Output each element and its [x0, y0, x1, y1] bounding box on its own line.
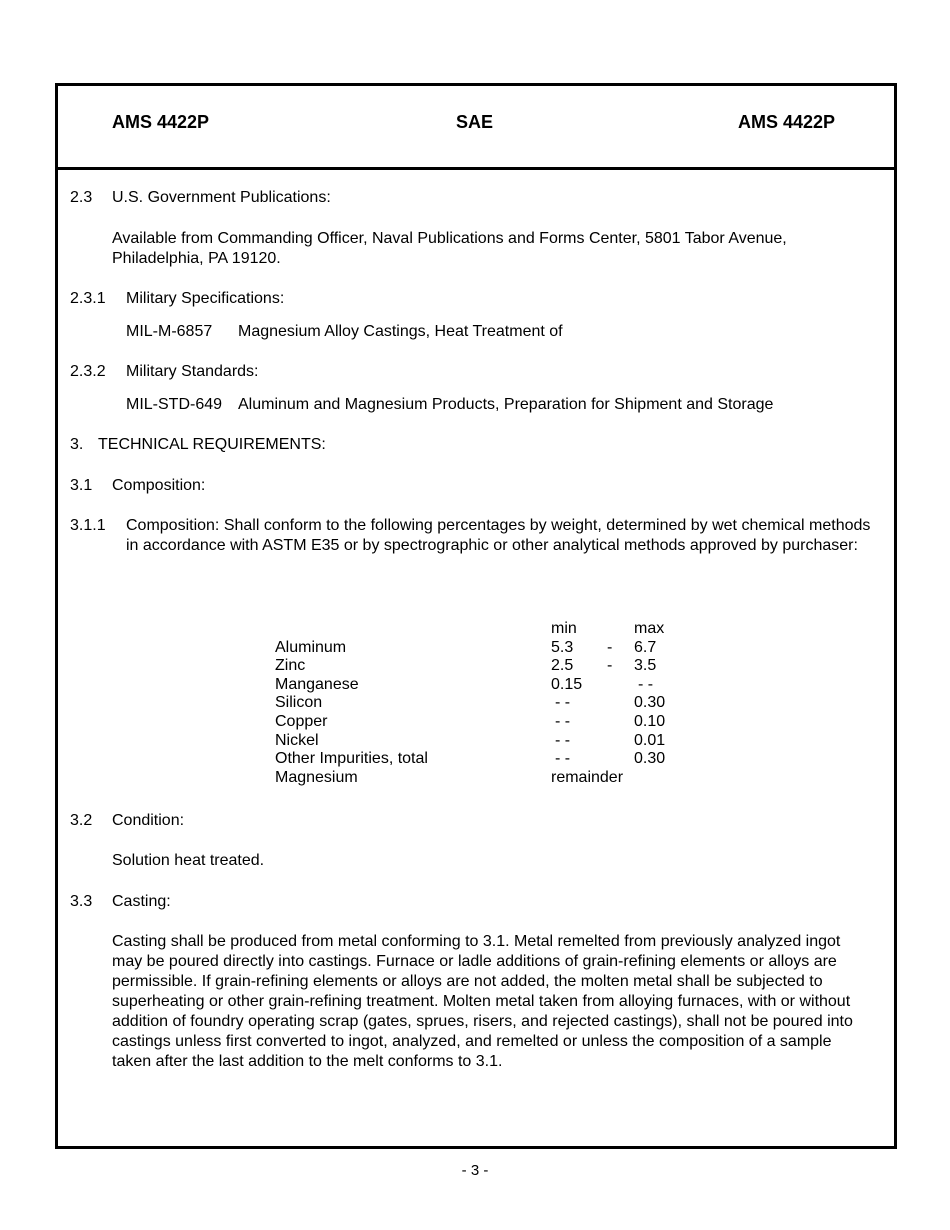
min-value: 2.5	[551, 657, 574, 675]
section-title: Casting:	[112, 893, 171, 910]
max-value: 3.5	[634, 657, 657, 675]
section-body: Available from Commanding Officer, Naval Publications and Forms Center, 5801 Tabor Avenue, Philadelphia, PA 19120.	[112, 230, 787, 267]
table-header-row	[275, 620, 688, 639]
table-row	[275, 750, 688, 769]
spec-reference-title: Magnesium Alloy Castings, Heat Treatment of	[238, 323, 563, 340]
header-org: SAE	[456, 112, 494, 132]
section-title: Military Standards:	[126, 363, 259, 380]
column-header-min: min	[551, 620, 577, 637]
page-number: - 3 -	[461, 1162, 489, 1179]
section-title: Military Specifications:	[126, 290, 285, 307]
element-name: Magnesium	[275, 768, 358, 786]
range-separator	[607, 713, 634, 732]
range-separator: -	[607, 657, 613, 675]
element-name: Other Impurities, total	[275, 750, 428, 768]
max-value: 0.30	[634, 694, 666, 712]
section-title: U.S. Government Publications:	[112, 189, 331, 206]
header-doc-id-left: AMS 4422P	[112, 112, 210, 132]
section-title: TECHNICAL REQUIREMENTS:	[98, 436, 326, 453]
table-row	[275, 639, 688, 658]
range-separator: -	[607, 638, 613, 656]
min-value: remainder	[551, 768, 624, 786]
section-number: 2.3.1	[70, 290, 106, 307]
section-number: 3.3	[70, 893, 93, 910]
max-value: 0.01	[634, 731, 666, 749]
table-row	[275, 694, 688, 713]
standard-reference-id: MIL-STD-649	[126, 396, 223, 413]
min-value: - -	[555, 731, 571, 749]
min-value: - -	[555, 750, 571, 768]
section-number: 3.1	[70, 477, 93, 494]
section-title: Composition:	[112, 477, 206, 494]
header-doc-id-right: AMS 4422P	[738, 112, 836, 132]
min-value: - -	[555, 694, 571, 712]
range-separator	[607, 732, 634, 751]
max-value: 0.10	[634, 712, 666, 730]
range-separator	[607, 694, 634, 713]
max-value: - -	[638, 675, 654, 693]
min-value: - -	[555, 712, 571, 730]
composition-table	[275, 620, 688, 787]
section-number: 2.3.2	[70, 363, 106, 380]
section-number: 3.	[70, 436, 84, 453]
min-value: 0.15	[551, 675, 583, 693]
element-name: Copper	[275, 712, 328, 730]
min-value: 5.3	[551, 638, 574, 656]
range-separator	[607, 750, 634, 769]
table-row	[275, 676, 688, 695]
element-name: Zinc	[275, 657, 306, 675]
section-number: 3.2	[70, 812, 93, 829]
element-name: Nickel	[275, 731, 319, 749]
standard-reference-title: Aluminum and Magnesium Products, Preparation for Shipment and Storage	[238, 396, 774, 413]
max-value: 0.30	[634, 750, 666, 768]
section-body: Composition: Shall conform to the following percentages by weight, determined by wet chemical methods in accordance with ASTM E35 or by spectrographic or other analytical methods approved by purchaser:	[126, 517, 871, 554]
spec-reference-id: MIL-M-6857	[126, 323, 213, 340]
element-name: Silicon	[275, 694, 323, 712]
section-body: Solution heat treated.	[112, 852, 265, 869]
section-body: Casting shall be produced from metal conforming to 3.1. Metal remelted from previously analyzed ingot may be poured directly into castings. Furnace or ladle additions of grain-refining elements or alloys are permissible. If grain-refining elements or alloys are not added, the molten metal shall be subjected to superheating or other grain-refining treatment. Molten metal taken from alloying furnaces, with or without addition of foundry operating scrap (gates, sprues, risers, and rejected castings), shall not be poured into castings unless first converted to ingot, analyzed, and remelted or unless the composition of a sample taken after the last addition to the melt conforms to 3.1.	[112, 933, 853, 1070]
column-header-max: max	[634, 620, 665, 637]
section-number: 2.3	[70, 189, 93, 206]
table-row	[275, 657, 688, 676]
section-title: Condition:	[112, 812, 185, 829]
table-row	[275, 769, 688, 788]
max-value: 6.7	[634, 638, 657, 656]
range-separator	[607, 676, 634, 695]
table-row	[275, 713, 688, 732]
table-row	[275, 732, 688, 751]
document-header	[58, 86, 894, 170]
element-name: Manganese	[275, 675, 359, 693]
section-number: 3.1.1	[70, 517, 106, 534]
element-name: Aluminum	[275, 638, 347, 656]
